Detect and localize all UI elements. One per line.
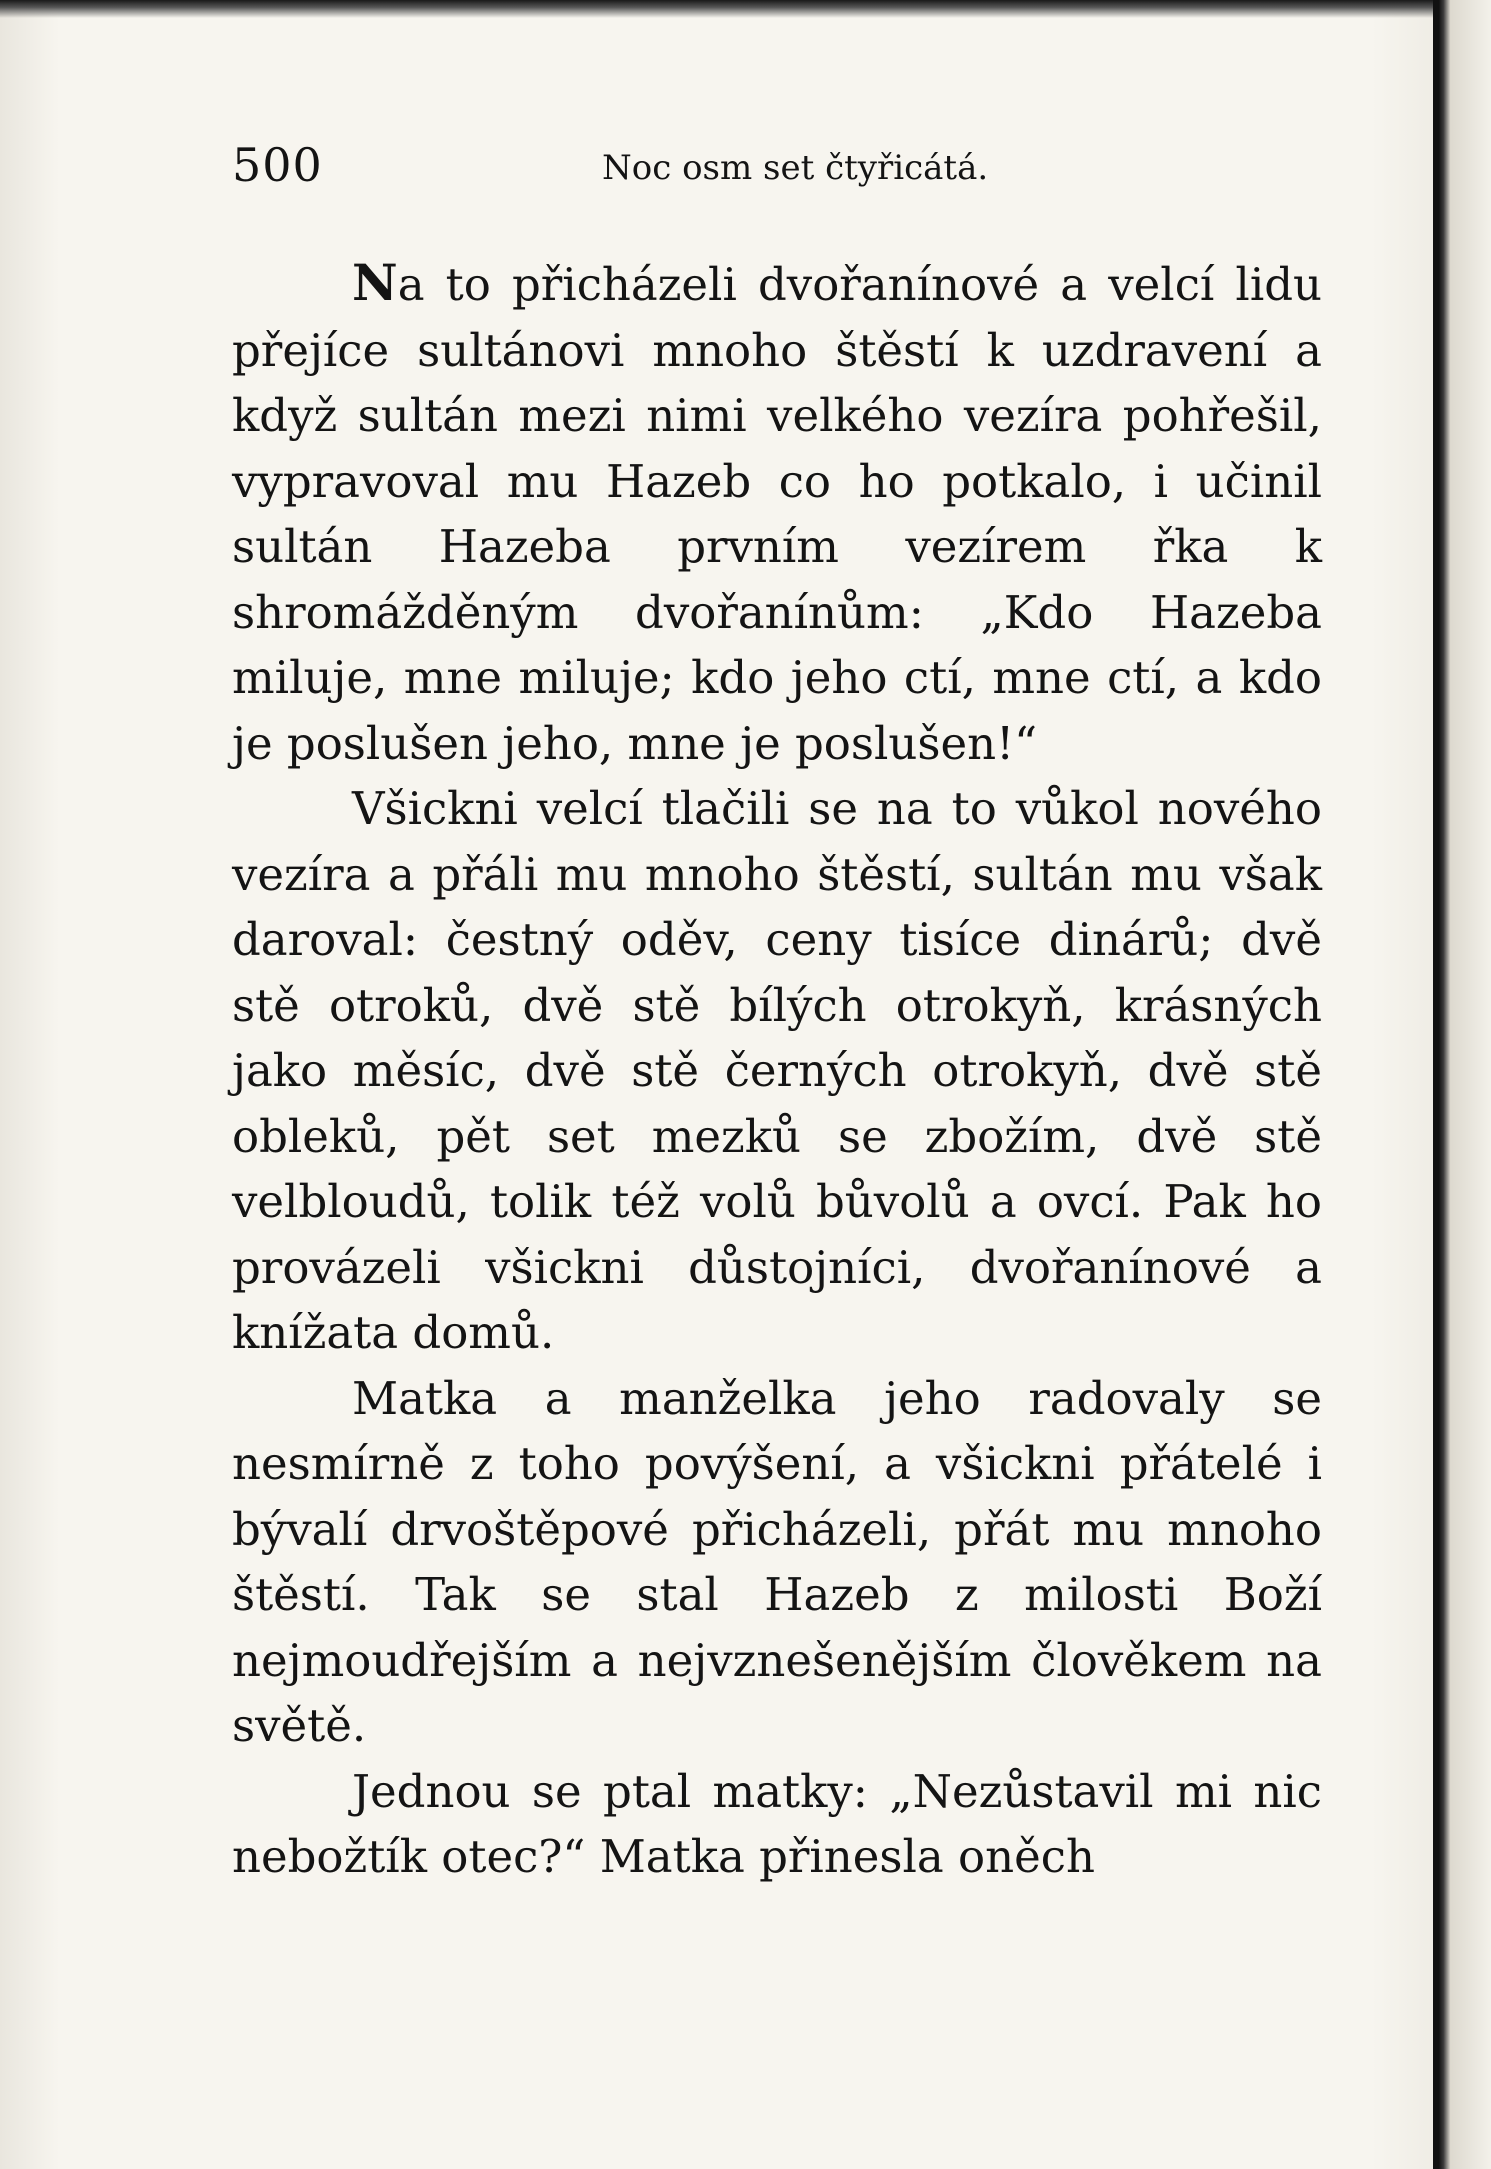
paragraph-3: Matka a manželka jeho radovaly se nesmírně z toho povýšení, a všickni přátelé i bývalí drvoštěpové přicházeli, přát mu mnoho štěstí. Tak se stal Hazeb z milosti Boží nejmoudřejším a nejvznešenějším člověkem na světě. (232, 1371, 1322, 1752)
paragraph-2: Všickni velcí tlačili se na to vůkol nového vezíra a přáli mu mnoho štěstí, sultán mu však daroval: čestný oděv, ceny tisíce dinárů; dvě stě otroků, dvě stě bílých otrokyň, krásných jako měsíc, dvě stě černých otrokyň, dvě stě obleků, pět set mezků se zbožím, dvě stě velbloudů, tolik též volů bůvolů a ovcí. Pak ho provázeli všickni důstojníci, dvořanínové a knížata domů. (232, 782, 1322, 1359)
initial-letter: N (352, 253, 398, 312)
scan-top-edge (0, 0, 1491, 18)
page-number: 500 (232, 138, 323, 192)
body-text (232, 250, 1322, 1890)
paragraph-4: Jednou se ptal matky: „Nezůstavil mi nic nebožtík otec?“ Matka přinesla oněch (232, 1764, 1322, 1883)
scan-right-edge (1433, 0, 1491, 2169)
paragraph-1 (232, 250, 1322, 776)
page-header (232, 138, 1302, 198)
paragraph-1-text: a to přicházeli dvořanínové a velcí lidu přejíce sultánovi mnoho štěstí k uzdravení a když sultán mezi nimi velkého vezíra pohřešil, vypravoval mu Hazeb co ho potkalo, i učinil sultán Hazeba prvním vezírem řka k shromážděným dvořanínům: „Kdo Hazeba miluje, mne miluje; kdo jeho ctí, mne ctí, a kdo je poslušen jeho, mne je poslušen!“ (232, 258, 1322, 770)
running-head: Noc osm set čtyřicátá. (602, 148, 989, 188)
